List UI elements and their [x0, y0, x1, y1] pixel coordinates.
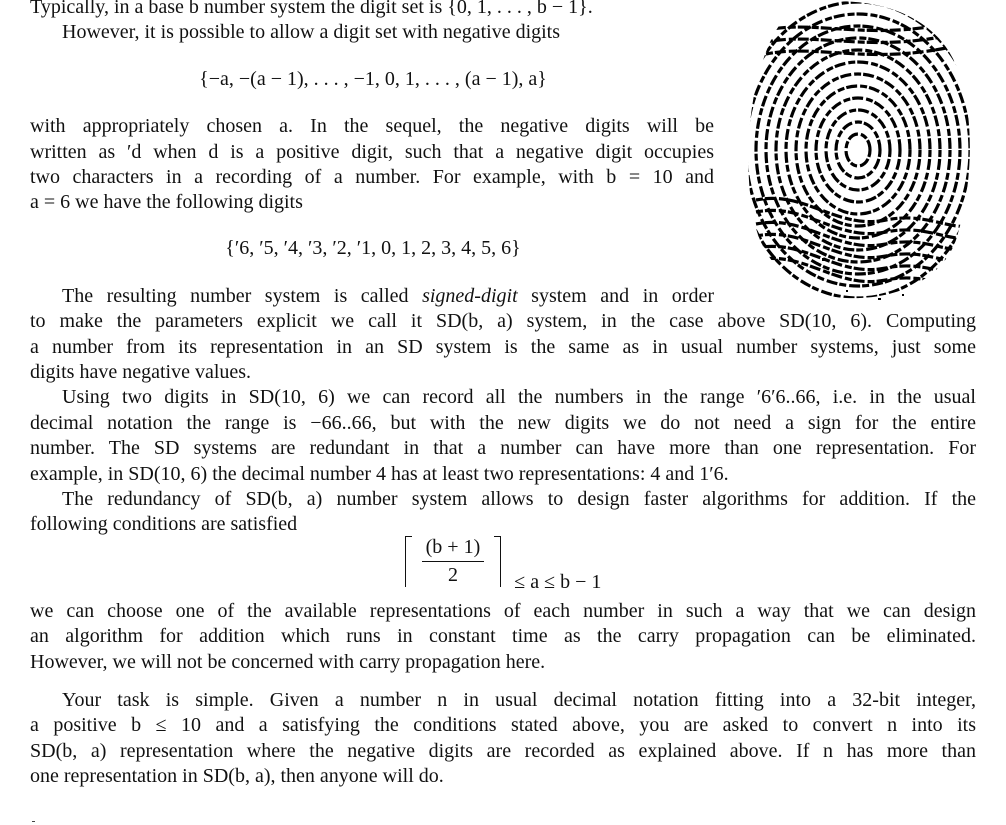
ceiling-left [405, 536, 412, 587]
page-mark [32, 821, 35, 822]
text-line: to make the parameters explicit we call it SD(b, a) system, in the case above SD(10, 6). Computing [30, 310, 976, 332]
text-span: The resulting number system is called [62, 285, 423, 307]
text-line [30, 284, 714, 309]
fraction-denominator: 2 [447, 564, 458, 586]
text-line: two characters in a recording of a number. For example, with b = 10 and [30, 166, 714, 188]
text-line: Your task is simple. Given a number n in usual decimal notation fitting into a 32-bit integer, [62, 689, 976, 711]
inequality: ≤ a ≤ b − 1 [514, 570, 602, 593]
text-line: example, in SD(10, 6) the decimal number 4 has at least two representations: 4 and 1′6. [30, 463, 729, 485]
text-line: a number from its representation in an SD system is the same as in usual number systems, just some [30, 336, 976, 358]
text-line: a = 6 we have the following digits [30, 191, 303, 213]
equation-digit-set: {−a, −(a − 1), . . . , −1, 0, 1, . . . , (a − 1), a} [199, 68, 547, 90]
ceiling-bracket [405, 536, 502, 587]
text-line: a positive b ≤ 10 and a satisfying the conditions stated above, you are asked to convert n into its [30, 714, 976, 736]
text-line: decimal notation the range is −66..66, but with the new digits we do not need a sign for the entire [30, 412, 976, 434]
fingerprint-icon [746, 0, 976, 302]
fraction-numerator: (b + 1) [422, 536, 485, 562]
text-line: an algorithm for addition which runs in constant time as the carry propagation can be eliminated. [30, 625, 976, 647]
text-line: digits have negative values. [30, 361, 252, 383]
text-line: with appropriately chosen a. In the sequel, the negative digits will be [30, 115, 714, 137]
fraction [422, 536, 485, 587]
text-span: system and in order [517, 285, 715, 307]
text-line: However, it is possible to allow a digit set with negative digits [62, 21, 561, 43]
text-line: Using two digits in SD(10, 6) we can record all the numbers in the range ′6′6..66, i.e. in the usual [62, 386, 976, 408]
text-line: written as ′d when d is a positive digit, such that a negative digit occupies [30, 141, 714, 163]
text-line: SD(b, a) representation where the negative digits are recorded as explained above. If n has more than [30, 740, 976, 762]
text-line: we can choose one of the available representations of each number in such a way that we can design [30, 600, 976, 622]
text-line: The redundancy of SD(b, a) number system allows to design faster algorithms for addition. If the [62, 488, 976, 510]
equation-condition [0, 536, 1006, 593]
text-line: However, we will not be concerned with carry propagation here. [30, 651, 546, 673]
text-line: following conditions are satisfied [30, 513, 298, 535]
text-line: one representation in SD(b, a), then anyone will do. [30, 765, 444, 787]
text-line: number. The SD systems are redundant in that a number can have more than one representation. For [30, 437, 976, 459]
text-line: Typically, in a base b number system the digit set is {0, 1, . . . , b − 1}. [30, 0, 593, 18]
ceiling-right [494, 536, 501, 587]
emphasis-term: signed-digit [422, 285, 518, 307]
equation-example-digits: {′6, ′5, ′4, ′3, ′2, ′1, 0, 1, 2, 3, 4, 5, 6} [225, 237, 521, 259]
